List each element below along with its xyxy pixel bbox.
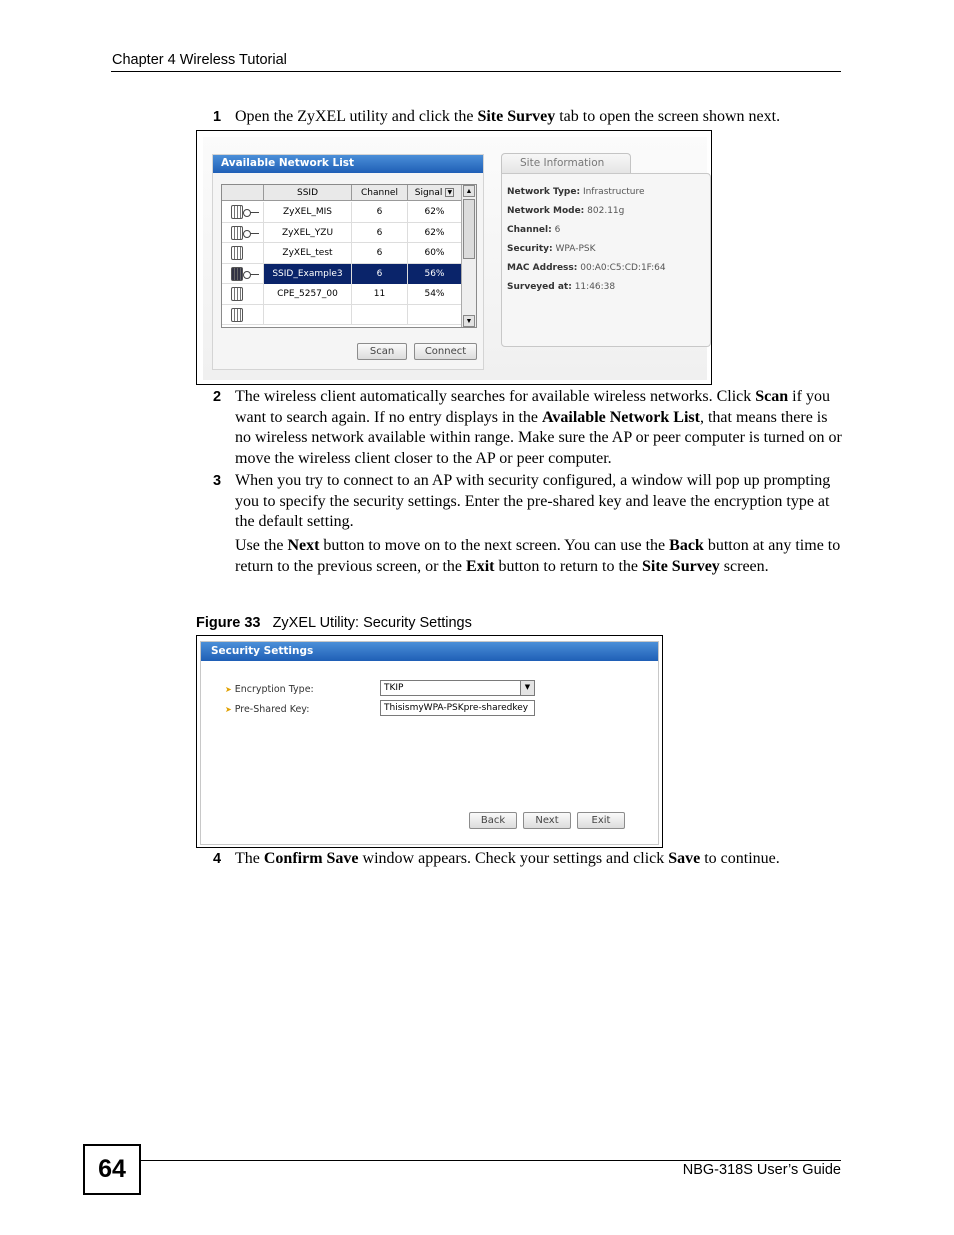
table-header (222, 185, 462, 201)
row-icons (222, 264, 264, 284)
info-key: Network Mode: (507, 206, 585, 216)
cell-ssid (264, 305, 352, 325)
bold-term: Site Survey (477, 108, 556, 125)
signal-strength-icon (231, 308, 243, 322)
table-row-selected[interactable] (222, 264, 462, 285)
row-icons (222, 243, 264, 263)
site-survey-screenshot (196, 130, 712, 385)
cell-ssid: ZyXEL_YZU (264, 223, 352, 243)
text-run: window appears. Check your settings and click (358, 850, 669, 867)
table-row[interactable] (222, 223, 462, 244)
pre-shared-key-input[interactable]: ThisismyWPA-PSKpre-sharedkey (380, 700, 535, 716)
step-number: 3 (213, 473, 222, 489)
label-text: Pre-Shared Key: (234, 704, 310, 715)
cell-signal: 56% (408, 264, 462, 284)
column-header-icon (222, 185, 264, 201)
step-text (235, 849, 843, 870)
sort-down-icon: ▼ (445, 188, 454, 197)
utility-window (203, 137, 707, 380)
info-value: 00:A0:C5:CD:1F:64 (580, 263, 666, 273)
step-text: When you try to connect to an AP with security configured, a window will pop up prompting you to specify the security settings. Enter the pre-shared key and leave the encryption type at the default setting. (235, 472, 831, 531)
back-button[interactable]: Back (469, 812, 517, 829)
cell-ssid: CPE_5257_00 (264, 284, 352, 304)
guide-title: NBG-318S User’s Guide (682, 1162, 841, 1178)
info-key: Network Type: (507, 187, 581, 197)
signal-strength-icon (231, 267, 243, 281)
step-text (235, 387, 843, 469)
figure-number: Figure 33 (196, 615, 261, 631)
row-icons (222, 202, 264, 222)
cell-signal: 62% (408, 223, 462, 243)
cell-signal: 60% (408, 243, 462, 263)
key-icon (243, 210, 259, 215)
cell-channel: 11 (352, 284, 408, 304)
encryption-type-label (225, 684, 314, 695)
bold-term: Exit (466, 557, 495, 575)
page-number: 64 (83, 1144, 141, 1195)
text-run: The (235, 850, 264, 867)
step-4 (213, 849, 843, 870)
panel-title: Available Network List (213, 155, 483, 173)
connect-button[interactable]: Connect (414, 343, 477, 360)
text-run: Use the (235, 537, 288, 554)
signal-strength-icon (231, 287, 243, 301)
info-key: Surveyed at: (507, 282, 572, 292)
table-row[interactable] (222, 243, 462, 264)
cell-channel: 6 (352, 202, 408, 222)
step-3 (213, 471, 843, 533)
info-key: Channel: (507, 225, 552, 235)
row-icons (222, 305, 264, 325)
info-value: 802.11g (587, 206, 625, 216)
info-network-mode (507, 206, 624, 216)
signal-strength-icon (231, 205, 243, 219)
info-network-type (507, 187, 645, 197)
panel-title: Security Settings (201, 642, 658, 661)
site-information-panel (501, 173, 711, 347)
bold-term: Next (287, 537, 320, 554)
info-value: Infrastructure (582, 187, 645, 197)
text-run: Open the ZyXEL utility and click the (235, 108, 478, 125)
scan-button[interactable]: Scan (357, 343, 407, 360)
info-surveyed-at (507, 282, 615, 292)
header-rule (111, 71, 841, 72)
info-value: 6 (554, 225, 561, 235)
scroll-thumb[interactable] (463, 199, 475, 259)
text-run: screen. (719, 557, 769, 575)
figure-title: ZyXEL Utility: Security Settings (272, 615, 472, 631)
text-run: button to return to the (494, 557, 643, 575)
text-run: button to move on to the next screen. You can use the (319, 537, 670, 554)
table-row-partial[interactable] (222, 305, 462, 326)
footer-rule (141, 1160, 841, 1161)
table-scrollbar[interactable] (461, 185, 476, 327)
cell-ssid: ZyXEL_MIS (264, 202, 352, 222)
text-run: tab to open the screen shown next. (555, 108, 781, 125)
scroll-up-icon[interactable]: ▲ (463, 185, 475, 197)
step-number: 1 (213, 109, 222, 125)
arrow-bullet-icon: ➤ (225, 685, 232, 694)
step-3-paragraph (235, 536, 843, 577)
bold-term: Available Network List (542, 408, 700, 426)
text-run: The wireless client automatically searches for available wireless networks. Click (235, 388, 756, 405)
exit-button[interactable]: Exit (577, 812, 625, 829)
text-run: , that means there is no wireless network available within range. Make sure the AP or peer computer is turned on or move the wireless client closer to the AP or peer computer. (235, 408, 842, 467)
column-label: Signal (414, 188, 443, 198)
scroll-down-icon[interactable]: ▼ (463, 315, 475, 327)
text-run: button at any time to return to the previous screen, or the (235, 537, 841, 575)
table-row[interactable] (222, 284, 462, 305)
info-key: MAC Address: (507, 263, 578, 273)
cell-channel: 6 (352, 264, 408, 284)
bold-term: Back (669, 537, 704, 554)
row-icons (222, 223, 264, 243)
cell-channel (352, 305, 408, 325)
step-text (235, 107, 843, 128)
info-channel (507, 225, 560, 235)
bold-term: Scan (755, 388, 789, 405)
step-number: 4 (213, 851, 222, 867)
cell-channel: 6 (352, 223, 408, 243)
security-settings-window (200, 641, 659, 845)
signal-strength-icon (231, 226, 243, 240)
cell-signal: 54% (408, 284, 462, 304)
info-value: 11:46:38 (574, 282, 616, 292)
available-network-list-panel (212, 154, 484, 370)
cell-signal: 62% (408, 202, 462, 222)
info-security (507, 244, 596, 254)
bold-term: Confirm Save (263, 850, 359, 867)
chapter-header: Chapter 4 Wireless Tutorial (112, 52, 287, 68)
step-1 (213, 107, 843, 128)
signal-strength-icon (231, 246, 243, 260)
label-text: Encryption Type: (234, 684, 314, 695)
selected-value: TKIP (384, 683, 404, 693)
key-icon (243, 231, 259, 236)
key-icon (243, 272, 259, 277)
cell-signal (408, 305, 462, 325)
info-value: WPA-PSK (555, 244, 596, 254)
info-key: Security: (507, 244, 553, 254)
table-row[interactable] (222, 202, 462, 223)
bold-term: Save (668, 850, 701, 867)
chevron-down-icon[interactable]: ▼ (520, 681, 534, 695)
cell-channel: 6 (352, 243, 408, 263)
step-number: 2 (213, 389, 222, 405)
pre-shared-key-label (225, 704, 309, 715)
next-button[interactable]: Next (523, 812, 571, 829)
info-mac-address (507, 263, 666, 273)
figure-caption (196, 615, 472, 631)
column-header-channel[interactable]: Channel (352, 185, 408, 201)
tab-site-information[interactable]: Site Information (501, 153, 631, 174)
security-settings-screenshot (196, 635, 663, 848)
cell-ssid: ZyXEL_test (264, 243, 352, 263)
bold-term: Site Survey (642, 557, 720, 575)
network-table (221, 184, 477, 328)
column-header-ssid[interactable]: SSID (264, 185, 352, 201)
arrow-bullet-icon: ➤ (225, 705, 232, 714)
step-2 (213, 387, 843, 469)
encryption-type-select[interactable] (380, 680, 535, 696)
text-run: if you want to search again. If no entry displays in the (235, 388, 830, 426)
row-icons (222, 284, 264, 304)
cell-ssid: SSID_Example3 (264, 264, 352, 284)
column-header-signal[interactable] (408, 185, 462, 201)
text-run: to continue. (700, 850, 780, 867)
